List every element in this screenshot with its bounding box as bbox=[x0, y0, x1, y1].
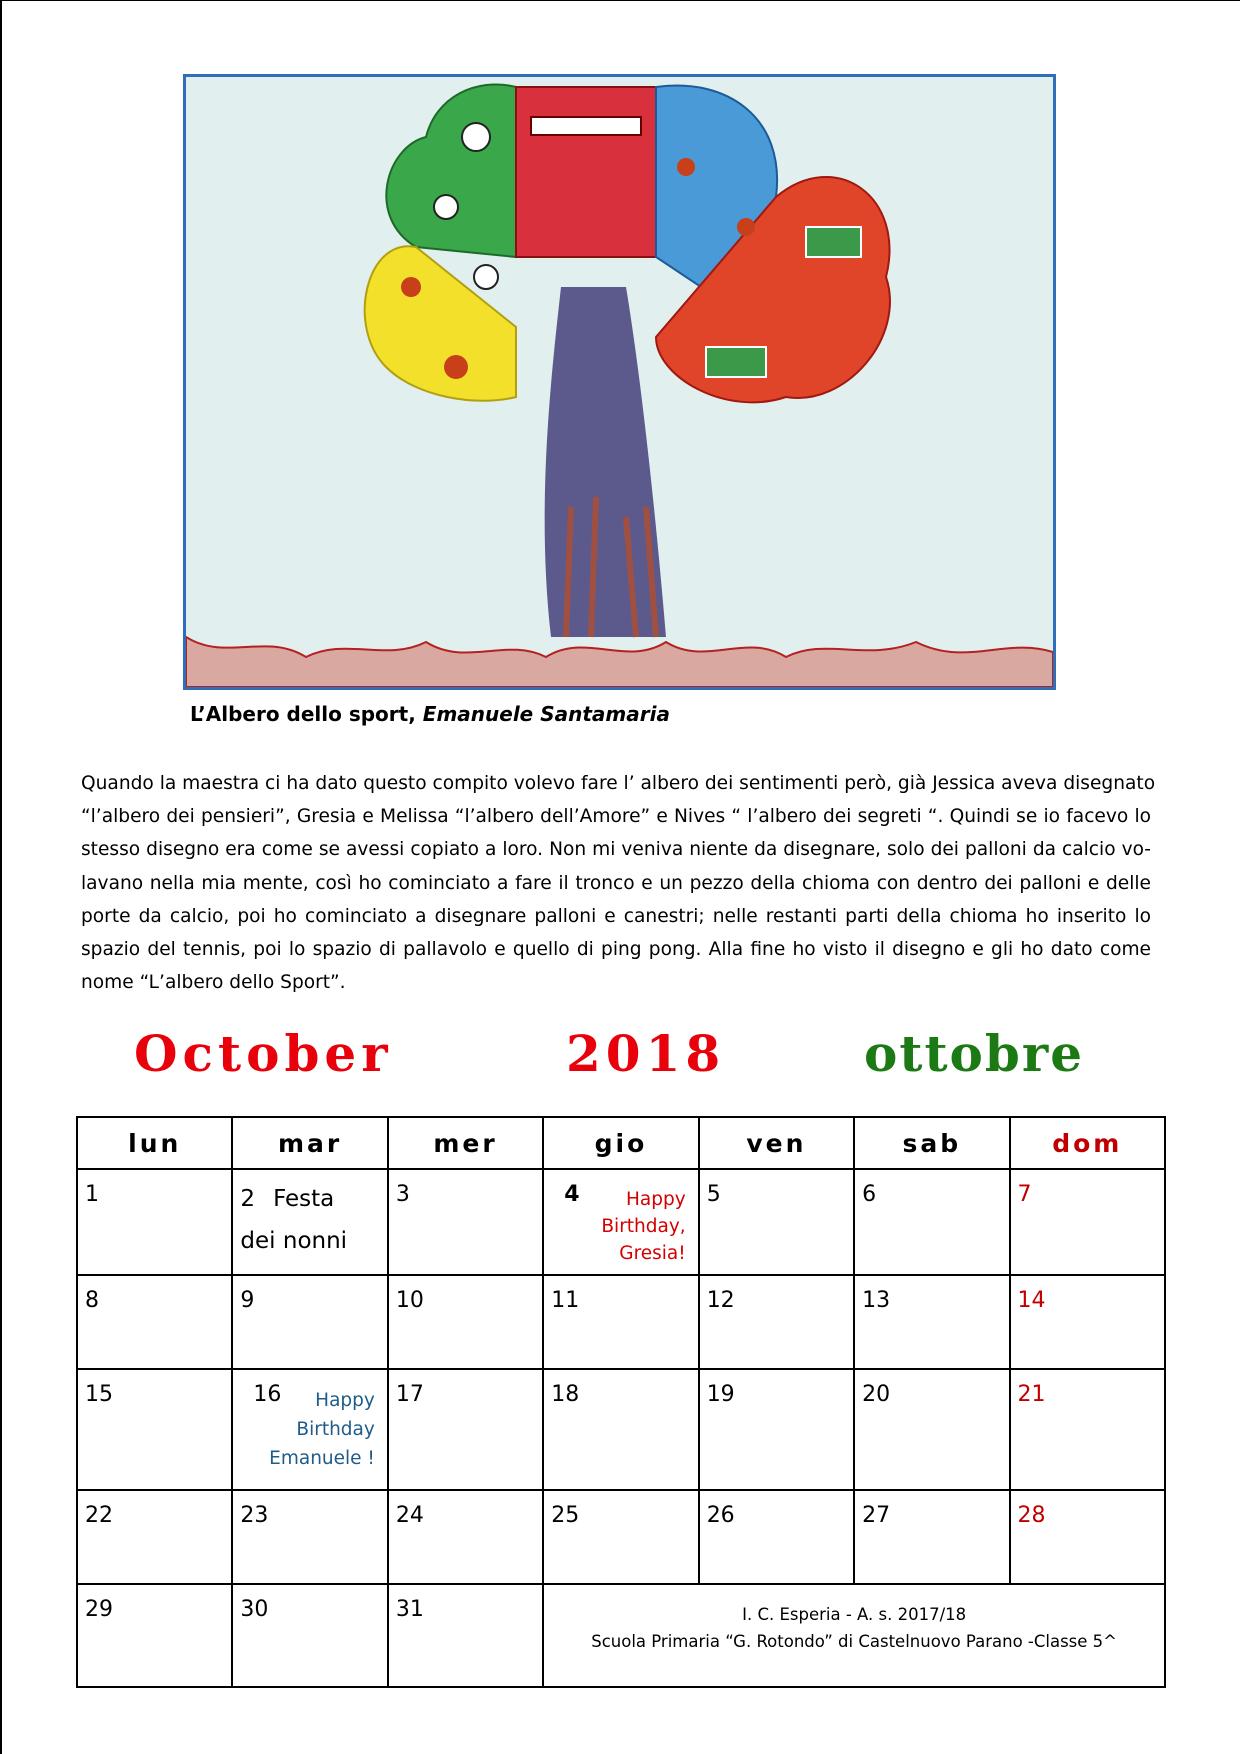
day-cell bbox=[77, 1490, 232, 1584]
day-cell bbox=[388, 1584, 543, 1687]
event-text: Happy bbox=[626, 1189, 686, 1210]
caption-title: L’Albero dello sport, bbox=[190, 702, 416, 726]
month-title-italian: ottobre bbox=[864, 1024, 1085, 1083]
day-cell bbox=[232, 1584, 387, 1687]
story-line: “l’albero dei pensieri”, Gresia e Melissa “l’albero dell’Amore” e Nives “ l’albero dei segreti “. Quindi se io facevo lo bbox=[81, 806, 1151, 828]
day-cell bbox=[77, 1369, 232, 1490]
day-cell-birthday bbox=[543, 1169, 698, 1275]
day-cell bbox=[854, 1369, 1009, 1490]
day-cell-festa bbox=[232, 1169, 387, 1275]
caption-author: Emanuele Santamaria bbox=[422, 702, 670, 726]
day-number: 21 bbox=[1017, 1382, 1046, 1407]
day-number: 13 bbox=[862, 1288, 891, 1313]
day-cell bbox=[699, 1369, 854, 1490]
event-text: Gresia! bbox=[619, 1243, 686, 1264]
tree-drawing bbox=[183, 74, 1056, 690]
event-text: Birthday bbox=[296, 1419, 375, 1440]
day-cell bbox=[699, 1275, 854, 1369]
day-cell-sunday bbox=[1010, 1490, 1165, 1584]
day-number: 5 bbox=[706, 1182, 721, 1207]
footer-line1: I. C. Esperia - A. s. 2017/18 bbox=[742, 1605, 967, 1624]
page-border bbox=[0, 0, 2, 1754]
day-number: 25 bbox=[551, 1503, 580, 1528]
day-cell bbox=[77, 1169, 232, 1275]
weekday-header: ven bbox=[699, 1117, 854, 1169]
day-number: 23 bbox=[240, 1503, 269, 1528]
story-line: Quando la maestra ci ha dato questo compito volevo fare l’ albero dei sentimenti però, già Jessica aveva disegnato bbox=[81, 773, 1156, 794]
event-birthday-emanuele bbox=[269, 1386, 375, 1473]
event-text: Happy bbox=[315, 1390, 375, 1411]
day-number: 27 bbox=[862, 1503, 891, 1528]
day-number: 29 bbox=[85, 1597, 113, 1622]
week-row bbox=[77, 1490, 1165, 1584]
story-line: stesso disegno era come se avessi copiato a loro. Non mi veniva niente da disegnare, solo dei palloni da calcio vo- bbox=[81, 839, 1151, 861]
day-number: 15 bbox=[85, 1382, 113, 1407]
day-cell bbox=[543, 1490, 698, 1584]
event-festa-line1: Festa bbox=[273, 1186, 335, 1212]
day-cell bbox=[77, 1275, 232, 1369]
day-cell bbox=[388, 1169, 543, 1275]
weekday-header: gio bbox=[543, 1117, 698, 1169]
weekday-header-row bbox=[77, 1117, 1165, 1169]
story-text bbox=[81, 767, 1156, 999]
weekday-header-sunday: dom bbox=[1010, 1117, 1165, 1169]
day-cell bbox=[77, 1584, 232, 1687]
day-number: 19 bbox=[706, 1382, 735, 1407]
day-number: 16 bbox=[253, 1382, 282, 1407]
weekday-header: sab bbox=[854, 1117, 1009, 1169]
story-line: porte da calcio, poi ho cominciato a disegnare palloni e canestri; nelle restanti parti della chioma ho inserito lo bbox=[81, 905, 1151, 927]
day-number: 3 bbox=[395, 1182, 410, 1207]
tree-illustration bbox=[186, 77, 1053, 687]
day-cell bbox=[388, 1369, 543, 1490]
day-number: 22 bbox=[85, 1503, 113, 1528]
day-number: 6 bbox=[862, 1182, 877, 1207]
day-cell-sunday bbox=[1010, 1275, 1165, 1369]
story-line: lavano nella mia mente, così ho cominciato a fare il tronco e un pezzo della chioma con dentro dei palloni e delle bbox=[81, 872, 1151, 894]
drawing-caption bbox=[190, 702, 670, 726]
event-birthday-gresia bbox=[601, 1186, 685, 1267]
month-title-english: October bbox=[134, 1024, 393, 1083]
day-number: 30 bbox=[240, 1597, 269, 1622]
event-text: Birthday, bbox=[601, 1216, 686, 1237]
day-cell-sunday bbox=[1010, 1169, 1165, 1275]
day-number: 12 bbox=[706, 1288, 735, 1313]
weekday-header: mer bbox=[388, 1117, 543, 1169]
day-number: 20 bbox=[862, 1382, 891, 1407]
day-number: 8 bbox=[85, 1288, 99, 1313]
day-number: 4 bbox=[564, 1182, 580, 1207]
day-number: 17 bbox=[395, 1382, 424, 1407]
day-cell bbox=[699, 1169, 854, 1275]
day-cell-sunday bbox=[1010, 1369, 1165, 1490]
weekday-header: lun bbox=[77, 1117, 232, 1169]
day-number: 2 bbox=[240, 1186, 256, 1212]
day-number: 11 bbox=[551, 1288, 580, 1313]
day-cell bbox=[854, 1490, 1009, 1584]
day-cell bbox=[543, 1275, 698, 1369]
week-row bbox=[77, 1275, 1165, 1369]
day-cell bbox=[232, 1490, 387, 1584]
day-number: 24 bbox=[395, 1503, 424, 1528]
day-cell bbox=[388, 1275, 543, 1369]
page-border-top bbox=[0, 0, 1240, 1]
day-cell bbox=[543, 1369, 698, 1490]
week-row bbox=[77, 1369, 1165, 1490]
day-number: 14 bbox=[1017, 1288, 1046, 1313]
day-number: 1 bbox=[85, 1182, 99, 1207]
week-row bbox=[77, 1169, 1165, 1275]
day-number: 26 bbox=[706, 1503, 735, 1528]
day-number: 18 bbox=[551, 1382, 580, 1407]
event-festa-line2: dei nonni bbox=[240, 1228, 348, 1254]
week-row bbox=[77, 1584, 1165, 1687]
day-cell bbox=[388, 1490, 543, 1584]
day-number: 9 bbox=[240, 1288, 255, 1313]
day-cell bbox=[699, 1490, 854, 1584]
weekday-header: mar bbox=[232, 1117, 387, 1169]
day-cell bbox=[854, 1169, 1009, 1275]
day-number: 28 bbox=[1017, 1503, 1046, 1528]
day-cell-birthday bbox=[232, 1369, 387, 1490]
calendar-grid bbox=[76, 1116, 1166, 1688]
school-footer bbox=[543, 1584, 1165, 1687]
footer-line2: Scuola Primaria “G. Rotondo” di Castelnuovo Parano -Classe 5^ bbox=[591, 1632, 1118, 1651]
day-number: 10 bbox=[395, 1288, 424, 1313]
day-cell bbox=[854, 1275, 1009, 1369]
story-line: spazio del tennis, poi lo spazio di pallavolo e quello di ping pong. Alla fine ho visto il disegno e gli ho dato come bbox=[81, 939, 1151, 961]
story-line: nome “L’albero dello Sport”. bbox=[81, 972, 346, 994]
day-number: 7 bbox=[1017, 1182, 1032, 1207]
year-title: 2018 bbox=[566, 1024, 726, 1083]
day-cell bbox=[232, 1275, 387, 1369]
event-text: Emanuele ! bbox=[269, 1448, 375, 1469]
day-number: 31 bbox=[395, 1597, 424, 1622]
